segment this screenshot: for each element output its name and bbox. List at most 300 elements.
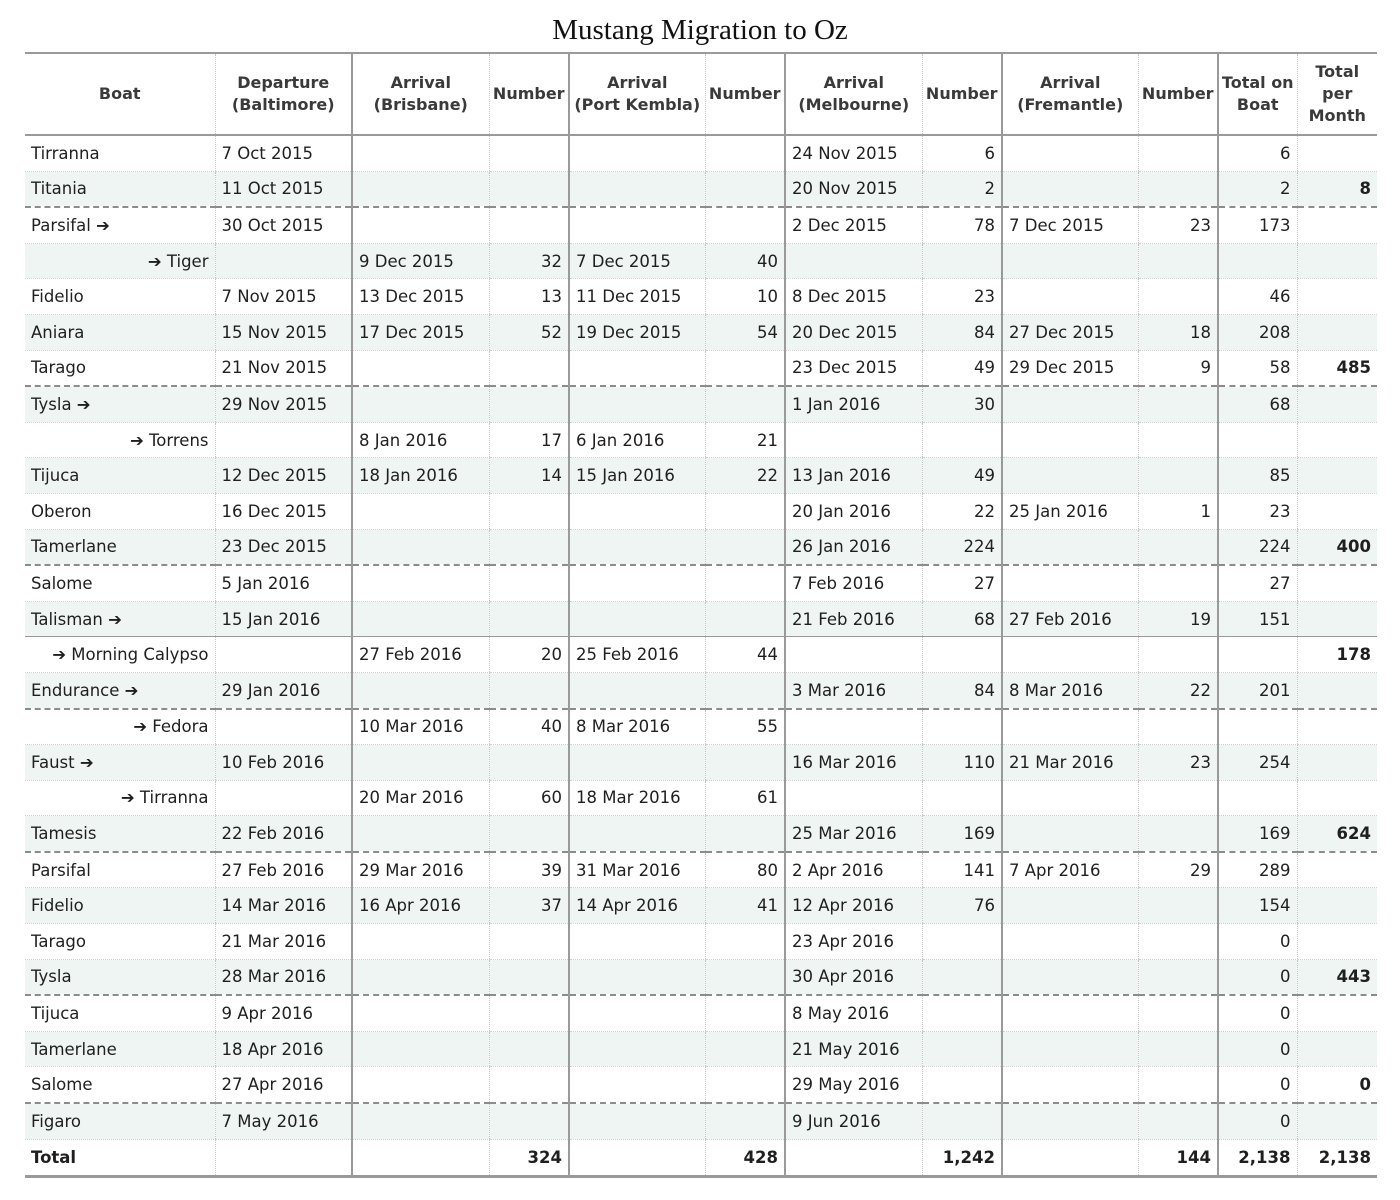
arrival-port-kembla-cell [569, 959, 705, 995]
number-brisbane-cell [489, 601, 569, 637]
departure-baltimore-cell: 27 Feb 2016 [215, 852, 352, 888]
total-cell-empty [569, 1139, 705, 1176]
arrival-melbourne-cell: 3 Mar 2016 [785, 672, 922, 708]
arrival-port-kembla-cell: 11 Dec 2015 [569, 279, 705, 315]
number-port-kembla-cell [705, 745, 785, 781]
table-row [25, 816, 1377, 852]
boat-name-cell: Titania [25, 171, 215, 207]
number-brisbane-cell [489, 1031, 569, 1067]
boat-name-cell: ➔ Torrens [25, 422, 215, 458]
arrival-fremantle-cell [1002, 171, 1138, 207]
number-melbourne-cell [922, 1031, 1002, 1067]
number-fremantle-cell: 19 [1138, 601, 1218, 637]
arrival-fremantle-cell: 25 Jan 2016 [1002, 493, 1138, 529]
arrival-port-kembla-cell [569, 207, 705, 243]
boat-name-cell: ➔ Morning Calypso [25, 637, 215, 673]
arrival-brisbane-cell: 20 Mar 2016 [352, 780, 489, 816]
number-melbourne-cell [922, 1103, 1002, 1139]
departure-baltimore-cell: 12 Dec 2015 [215, 458, 352, 494]
number-brisbane-cell: 20 [489, 637, 569, 673]
total-row [25, 1139, 1377, 1176]
number-brisbane-cell [489, 386, 569, 422]
arrival-melbourne-cell [785, 243, 922, 279]
total-cell-empty [352, 1139, 489, 1176]
number-brisbane-cell [489, 171, 569, 207]
departure-baltimore-cell: 5 Jan 2016 [215, 565, 352, 601]
number-fremantle-cell: 9 [1138, 350, 1218, 386]
number-brisbane-cell [489, 1103, 569, 1139]
number-melbourne-cell: 23 [922, 279, 1002, 315]
col-header-arrival-port-kembla: Arrival (Port Kembla) [569, 53, 705, 135]
total-on-boat-cell: 0 [1218, 995, 1297, 1031]
arrival-fremantle-cell [1002, 924, 1138, 960]
arrival-melbourne-cell: 23 Dec 2015 [785, 350, 922, 386]
arrival-port-kembla-cell [569, 1067, 705, 1103]
arrival-melbourne-cell [785, 709, 922, 745]
number-brisbane-cell [489, 493, 569, 529]
departure-baltimore-cell: 7 Nov 2015 [215, 279, 352, 315]
number-fremantle-cell [1138, 1103, 1218, 1139]
arrival-fremantle-cell [1002, 709, 1138, 745]
boat-name-cell: Salome [25, 565, 215, 601]
arrival-port-kembla-cell [569, 135, 705, 171]
total-per-month-cell [1297, 1031, 1377, 1067]
arrival-melbourne-cell: 23 Apr 2016 [785, 924, 922, 960]
number-port-kembla-cell [705, 959, 785, 995]
number-melbourne-cell [922, 243, 1002, 279]
number-fremantle-cell [1138, 709, 1218, 745]
total-on-boat-cell: 46 [1218, 279, 1297, 315]
number-melbourne-cell [922, 959, 1002, 995]
col-header-departure-baltimore: Departure (Baltimore) [215, 53, 352, 135]
departure-baltimore-cell: 30 Oct 2015 [215, 207, 352, 243]
total-per-month-cell [1297, 780, 1377, 816]
number-melbourne-cell: 22 [922, 493, 1002, 529]
departure-baltimore-cell: 11 Oct 2015 [215, 171, 352, 207]
boat-name-cell: Faust ➔ [25, 745, 215, 781]
arrival-brisbane-cell [352, 745, 489, 781]
number-fremantle-cell [1138, 565, 1218, 601]
number-brisbane-cell [489, 816, 569, 852]
arrival-brisbane-cell: 10 Mar 2016 [352, 709, 489, 745]
table-row [25, 279, 1377, 315]
total-melbourne-number: 1,242 [922, 1139, 1002, 1176]
number-port-kembla-cell [705, 529, 785, 565]
number-brisbane-cell [489, 1067, 569, 1103]
departure-baltimore-cell [215, 422, 352, 458]
arrival-brisbane-cell [352, 601, 489, 637]
number-melbourne-cell: 68 [922, 601, 1002, 637]
arrival-fremantle-cell: 8 Mar 2016 [1002, 672, 1138, 708]
arrival-brisbane-cell: 17 Dec 2015 [352, 314, 489, 350]
number-port-kembla-cell [705, 1031, 785, 1067]
table-row [25, 493, 1377, 529]
arrival-port-kembla-cell [569, 529, 705, 565]
arrival-port-kembla-cell [569, 350, 705, 386]
arrival-brisbane-cell [352, 350, 489, 386]
departure-baltimore-cell: 7 May 2016 [215, 1103, 352, 1139]
total-per-month-cell [1297, 207, 1377, 243]
number-port-kembla-cell: 61 [705, 780, 785, 816]
total-per-month-cell [1297, 852, 1377, 888]
total-on-boat-cell: 154 [1218, 888, 1297, 924]
table-row [25, 709, 1377, 745]
table-row [25, 924, 1377, 960]
number-fremantle-cell: 18 [1138, 314, 1218, 350]
total-per-month-cell: 485 [1297, 350, 1377, 386]
departure-baltimore-cell [215, 243, 352, 279]
number-port-kembla-cell [705, 171, 785, 207]
departure-baltimore-cell: 7 Oct 2015 [215, 135, 352, 171]
number-port-kembla-cell [705, 350, 785, 386]
total-per-month-sum: 2,138 [1297, 1139, 1377, 1176]
arrival-brisbane-cell [352, 1067, 489, 1103]
total-on-boat-cell [1218, 780, 1297, 816]
table-row [25, 1031, 1377, 1067]
total-on-boat-cell: 208 [1218, 314, 1297, 350]
number-brisbane-cell [489, 995, 569, 1031]
col-header-total-per-month: Total per Month [1297, 53, 1377, 135]
arrival-port-kembla-cell: 8 Mar 2016 [569, 709, 705, 745]
arrival-brisbane-cell [352, 565, 489, 601]
table-row [25, 888, 1377, 924]
arrival-port-kembla-cell [569, 565, 705, 601]
table-row [25, 852, 1377, 888]
arrival-melbourne-cell: 26 Jan 2016 [785, 529, 922, 565]
arrival-fremantle-cell [1002, 529, 1138, 565]
total-on-boat-cell [1218, 709, 1297, 745]
number-port-kembla-cell [705, 1103, 785, 1139]
migration-table [25, 52, 1377, 1178]
arrival-port-kembla-cell [569, 924, 705, 960]
col-header-boat: Boat [25, 53, 215, 135]
arrival-melbourne-cell: 25 Mar 2016 [785, 816, 922, 852]
total-on-boat-cell: 173 [1218, 207, 1297, 243]
departure-baltimore-cell: 9 Apr 2016 [215, 995, 352, 1031]
total-per-month-cell: 624 [1297, 816, 1377, 852]
boat-name-cell: Tamesis [25, 816, 215, 852]
total-per-month-cell [1297, 1103, 1377, 1139]
number-port-kembla-cell: 41 [705, 888, 785, 924]
number-melbourne-cell [922, 995, 1002, 1031]
number-fremantle-cell [1138, 171, 1218, 207]
table-row [25, 637, 1377, 673]
number-brisbane-cell [489, 135, 569, 171]
table-row [25, 207, 1377, 243]
number-brisbane-cell: 52 [489, 314, 569, 350]
table-body [25, 135, 1377, 1139]
table-row [25, 135, 1377, 171]
arrival-melbourne-cell: 16 Mar 2016 [785, 745, 922, 781]
number-melbourne-cell [922, 637, 1002, 673]
total-per-month-cell: 443 [1297, 959, 1377, 995]
number-melbourne-cell: 76 [922, 888, 1002, 924]
total-on-boat-cell: 6 [1218, 135, 1297, 171]
arrival-melbourne-cell: 8 May 2016 [785, 995, 922, 1031]
arrival-melbourne-cell: 7 Feb 2016 [785, 565, 922, 601]
number-brisbane-cell [489, 529, 569, 565]
total-cell-empty [785, 1139, 922, 1176]
number-brisbane-cell: 14 [489, 458, 569, 494]
arrival-brisbane-cell [352, 493, 489, 529]
total-on-boat-cell: 2 [1218, 171, 1297, 207]
arrival-brisbane-cell [352, 1031, 489, 1067]
number-port-kembla-cell [705, 995, 785, 1031]
arrival-brisbane-cell [352, 995, 489, 1031]
col-header-arrival-fremantle: Arrival (Fremantle) [1002, 53, 1138, 135]
total-on-boat-cell: 0 [1218, 1103, 1297, 1139]
total-per-month-cell [1297, 709, 1377, 745]
number-fremantle-cell [1138, 995, 1218, 1031]
number-fremantle-cell [1138, 816, 1218, 852]
total-per-month-cell [1297, 745, 1377, 781]
arrival-brisbane-cell: 29 Mar 2016 [352, 852, 489, 888]
arrival-melbourne-cell: 21 May 2016 [785, 1031, 922, 1067]
total-per-month-cell [1297, 995, 1377, 1031]
number-fremantle-cell [1138, 243, 1218, 279]
total-per-month-cell: 400 [1297, 529, 1377, 565]
boat-name-cell: Endurance ➔ [25, 672, 215, 708]
table-row [25, 745, 1377, 781]
number-melbourne-cell: 224 [922, 529, 1002, 565]
number-port-kembla-cell: 54 [705, 314, 785, 350]
number-fremantle-cell [1138, 1067, 1218, 1103]
total-on-boat-cell [1218, 422, 1297, 458]
arrival-brisbane-cell [352, 529, 489, 565]
total-on-boat-cell: 254 [1218, 745, 1297, 781]
arrival-brisbane-cell [352, 816, 489, 852]
number-melbourne-cell: 30 [922, 386, 1002, 422]
number-port-kembla-cell [705, 207, 785, 243]
arrival-fremantle-cell [1002, 637, 1138, 673]
arrival-brisbane-cell [352, 386, 489, 422]
table-row [25, 171, 1377, 207]
boat-name-cell: Fidelio [25, 888, 215, 924]
number-melbourne-cell: 27 [922, 565, 1002, 601]
number-port-kembla-cell: 21 [705, 422, 785, 458]
arrival-port-kembla-cell [569, 1031, 705, 1067]
table-row [25, 1067, 1377, 1103]
arrival-port-kembla-cell [569, 386, 705, 422]
departure-baltimore-cell: 29 Nov 2015 [215, 386, 352, 422]
number-fremantle-cell [1138, 529, 1218, 565]
total-on-boat-cell: 85 [1218, 458, 1297, 494]
departure-baltimore-cell: 15 Jan 2016 [215, 601, 352, 637]
arrival-brisbane-cell: 27 Feb 2016 [352, 637, 489, 673]
number-melbourne-cell: 2 [922, 171, 1002, 207]
col-header-number-brisbane: Number [489, 53, 569, 135]
boat-name-cell: Tarago [25, 924, 215, 960]
arrival-port-kembla-cell [569, 601, 705, 637]
arrival-fremantle-cell [1002, 135, 1138, 171]
table-row [25, 1103, 1377, 1139]
table-row [25, 243, 1377, 279]
arrival-melbourne-cell: 8 Dec 2015 [785, 279, 922, 315]
arrival-melbourne-cell: 30 Apr 2016 [785, 959, 922, 995]
number-fremantle-cell: 22 [1138, 672, 1218, 708]
number-port-kembla-cell: 55 [705, 709, 785, 745]
total-per-month-cell [1297, 672, 1377, 708]
arrival-port-kembla-cell: 14 Apr 2016 [569, 888, 705, 924]
departure-baltimore-cell: 21 Nov 2015 [215, 350, 352, 386]
total-on-boat-cell [1218, 243, 1297, 279]
arrival-melbourne-cell [785, 422, 922, 458]
arrival-port-kembla-cell [569, 672, 705, 708]
boat-name-cell: Tysla [25, 959, 215, 995]
number-melbourne-cell [922, 422, 1002, 458]
number-port-kembla-cell [705, 672, 785, 708]
total-on-boat-sum: 2,138 [1218, 1139, 1297, 1176]
boat-name-cell: Oberon [25, 493, 215, 529]
number-melbourne-cell: 6 [922, 135, 1002, 171]
total-on-boat-cell [1218, 637, 1297, 673]
departure-baltimore-cell: 28 Mar 2016 [215, 959, 352, 995]
arrival-melbourne-cell: 9 Jun 2016 [785, 1103, 922, 1139]
total-per-month-cell [1297, 493, 1377, 529]
arrival-fremantle-cell: 21 Mar 2016 [1002, 745, 1138, 781]
departure-baltimore-cell: 21 Mar 2016 [215, 924, 352, 960]
number-port-kembla-cell [705, 386, 785, 422]
total-per-month-cell: 178 [1297, 637, 1377, 673]
departure-baltimore-cell: 15 Nov 2015 [215, 314, 352, 350]
arrival-melbourne-cell: 20 Dec 2015 [785, 314, 922, 350]
departure-baltimore-cell [215, 709, 352, 745]
number-fremantle-cell: 1 [1138, 493, 1218, 529]
boat-name-cell: Tarago [25, 350, 215, 386]
number-melbourne-cell: 84 [922, 314, 1002, 350]
arrival-brisbane-cell [352, 959, 489, 995]
number-fremantle-cell [1138, 959, 1218, 995]
number-brisbane-cell: 60 [489, 780, 569, 816]
number-brisbane-cell [489, 565, 569, 601]
number-fremantle-cell: 23 [1138, 745, 1218, 781]
total-per-month-cell [1297, 458, 1377, 494]
col-header-arrival-brisbane: Arrival (Brisbane) [352, 53, 489, 135]
arrival-brisbane-cell: 18 Jan 2016 [352, 458, 489, 494]
boat-name-cell: ➔ Fedora [25, 709, 215, 745]
total-cell-empty [215, 1139, 352, 1176]
arrival-fremantle-cell [1002, 1031, 1138, 1067]
boat-name-cell: Tijuca [25, 458, 215, 494]
departure-baltimore-cell [215, 780, 352, 816]
number-melbourne-cell [922, 924, 1002, 960]
table-row [25, 959, 1377, 995]
number-brisbane-cell [489, 959, 569, 995]
col-header-number-melbourne: Number [922, 53, 1002, 135]
number-brisbane-cell: 17 [489, 422, 569, 458]
number-fremantle-cell [1138, 637, 1218, 673]
boat-name-cell: Parsifal [25, 852, 215, 888]
arrival-fremantle-cell: 7 Apr 2016 [1002, 852, 1138, 888]
arrival-melbourne-cell [785, 780, 922, 816]
table-row [25, 458, 1377, 494]
arrival-melbourne-cell: 13 Jan 2016 [785, 458, 922, 494]
number-melbourne-cell: 49 [922, 458, 1002, 494]
total-per-month-cell: 8 [1297, 171, 1377, 207]
total-per-month-cell [1297, 888, 1377, 924]
number-fremantle-cell [1138, 924, 1218, 960]
departure-baltimore-cell: 22 Feb 2016 [215, 816, 352, 852]
departure-baltimore-cell: 16 Dec 2015 [215, 493, 352, 529]
total-on-boat-cell: 58 [1218, 350, 1297, 386]
number-brisbane-cell [489, 745, 569, 781]
number-fremantle-cell [1138, 1031, 1218, 1067]
arrival-brisbane-cell [352, 207, 489, 243]
boat-name-cell: ➔ Tiger [25, 243, 215, 279]
arrival-brisbane-cell: 8 Jan 2016 [352, 422, 489, 458]
arrival-fremantle-cell: 27 Dec 2015 [1002, 314, 1138, 350]
total-on-boat-cell: 224 [1218, 529, 1297, 565]
total-on-boat-cell: 23 [1218, 493, 1297, 529]
arrival-melbourne-cell: 12 Apr 2016 [785, 888, 922, 924]
arrival-port-kembla-cell: 18 Mar 2016 [569, 780, 705, 816]
arrival-fremantle-cell: 29 Dec 2015 [1002, 350, 1138, 386]
boat-name-cell: Fidelio [25, 279, 215, 315]
number-port-kembla-cell: 80 [705, 852, 785, 888]
arrival-fremantle-cell [1002, 422, 1138, 458]
number-port-kembla-cell [705, 924, 785, 960]
table-row [25, 422, 1377, 458]
total-on-boat-cell: 0 [1218, 1031, 1297, 1067]
arrival-brisbane-cell [352, 924, 489, 960]
total-on-boat-cell: 0 [1218, 924, 1297, 960]
number-port-kembla-cell [705, 135, 785, 171]
boat-name-cell: Salome [25, 1067, 215, 1103]
arrival-port-kembla-cell [569, 1103, 705, 1139]
table-row [25, 529, 1377, 565]
number-fremantle-cell: 23 [1138, 207, 1218, 243]
number-melbourne-cell: 49 [922, 350, 1002, 386]
total-on-boat-cell: 27 [1218, 565, 1297, 601]
total-per-month-cell [1297, 386, 1377, 422]
arrival-fremantle-cell [1002, 816, 1138, 852]
arrival-fremantle-cell: 27 Feb 2016 [1002, 601, 1138, 637]
number-melbourne-cell [922, 780, 1002, 816]
number-brisbane-cell [489, 924, 569, 960]
boat-name-cell: Tamerlane [25, 1031, 215, 1067]
boat-name-cell: Tamerlane [25, 529, 215, 565]
departure-baltimore-cell: 18 Apr 2016 [215, 1031, 352, 1067]
total-on-boat-cell: 0 [1218, 959, 1297, 995]
table-row [25, 995, 1377, 1031]
total-on-boat-cell: 151 [1218, 601, 1297, 637]
number-fremantle-cell: 29 [1138, 852, 1218, 888]
total-on-boat-cell: 169 [1218, 816, 1297, 852]
number-port-kembla-cell [705, 493, 785, 529]
col-header-arrival-melbourne: Arrival (Melbourne) [785, 53, 922, 135]
number-brisbane-cell: 39 [489, 852, 569, 888]
total-per-month-cell [1297, 279, 1377, 315]
table-row [25, 314, 1377, 350]
table-row [25, 601, 1377, 637]
number-melbourne-cell: 169 [922, 816, 1002, 852]
boat-name-cell: Parsifal ➔ [25, 207, 215, 243]
departure-baltimore-cell: 23 Dec 2015 [215, 529, 352, 565]
number-fremantle-cell [1138, 458, 1218, 494]
page-title: Mustang Migration to Oz [552, 14, 848, 46]
number-port-kembla-cell [705, 1067, 785, 1103]
arrival-brisbane-cell [352, 171, 489, 207]
arrival-port-kembla-cell [569, 493, 705, 529]
table-row [25, 386, 1377, 422]
arrival-port-kembla-cell [569, 745, 705, 781]
number-fremantle-cell [1138, 386, 1218, 422]
arrival-fremantle-cell [1002, 279, 1138, 315]
departure-baltimore-cell: 14 Mar 2016 [215, 888, 352, 924]
arrival-fremantle-cell [1002, 888, 1138, 924]
arrival-port-kembla-cell: 6 Jan 2016 [569, 422, 705, 458]
arrival-melbourne-cell [785, 637, 922, 673]
